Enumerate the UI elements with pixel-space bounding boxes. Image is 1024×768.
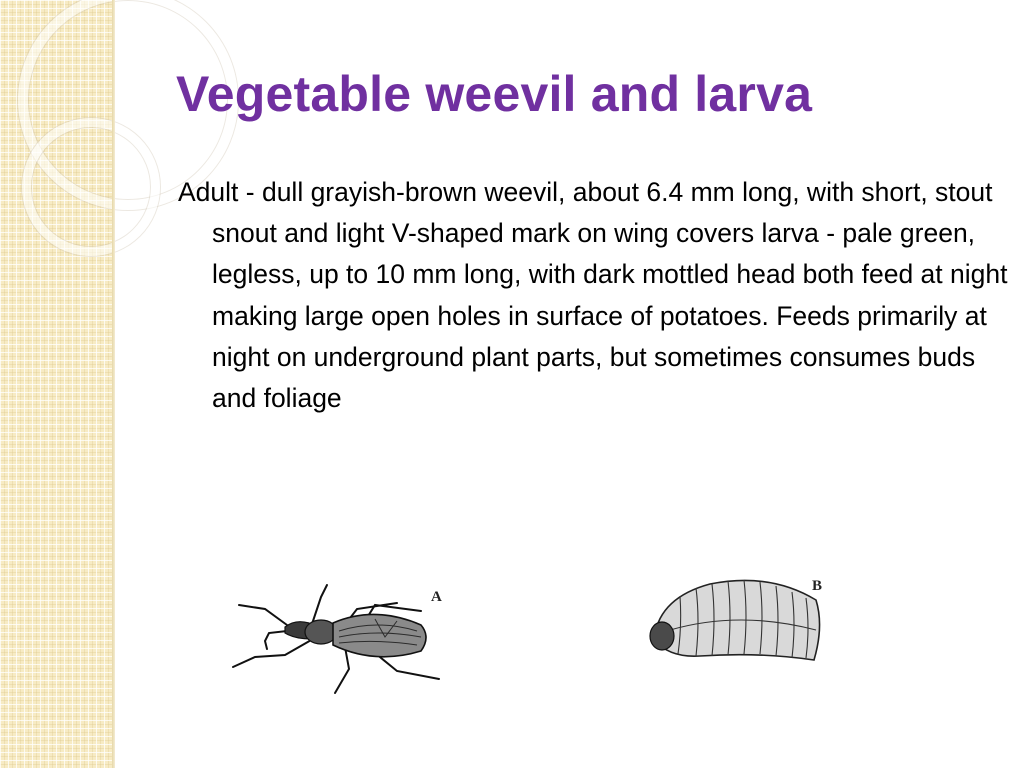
decorative-ring-middle <box>22 118 160 256</box>
weevil-larva-illustration <box>640 570 830 670</box>
decorative-side-band <box>0 0 112 768</box>
side-band-edge <box>112 0 115 768</box>
slide-body-text: Adult - dull grayish-brown weevil, about 6.4 mm long, with short, stout snout and light V-shaped mark on wing covers larva - pale green, legless, up to 10 mm long, with dark mottled head both feed at night making large open holes in surface of potatoes. Feeds primarily at night on underground plant parts, but sometimes consumes buds and foliage <box>178 177 1008 414</box>
figure-a-label: A <box>431 589 442 605</box>
figure-b-label: B <box>812 578 823 594</box>
slide-title: Vegetable weevil and larva <box>176 66 813 122</box>
weevil-adult-illustration <box>225 575 465 705</box>
